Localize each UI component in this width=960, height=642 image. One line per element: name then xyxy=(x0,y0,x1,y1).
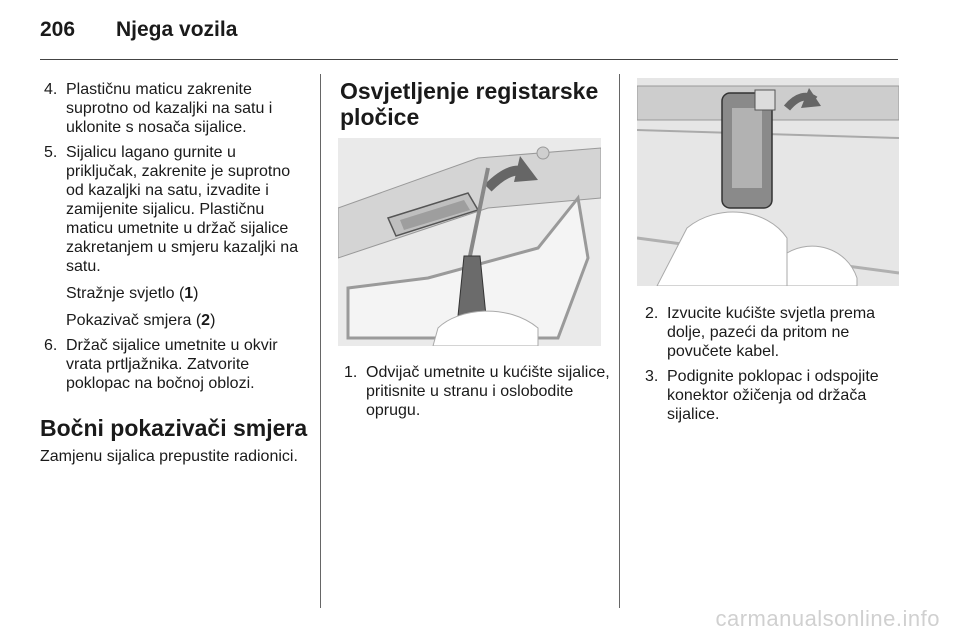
list-item xyxy=(40,80,308,137)
sub-number: 2 xyxy=(201,312,211,329)
steps-list-3 xyxy=(641,304,906,424)
steps-list-1 xyxy=(40,80,308,393)
illustration-screwdriver xyxy=(338,138,601,346)
item-text: Odvijač umetnite u kućište sijalice, pritisnite u stranu i oslobodite oprugu. xyxy=(366,364,610,419)
list-item xyxy=(340,363,610,420)
section-title: Osvjetljenje registarske pločice xyxy=(340,78,599,130)
figure-screwdriver xyxy=(338,138,601,346)
section-text: Zamjenu sijalica prepustite radionici. xyxy=(40,448,298,465)
column-1 xyxy=(40,80,308,466)
item-number: 5. xyxy=(44,144,58,161)
item-text: Izvucite kućište svjetla prema dolje, pazeći da pritom ne povučete kabel. xyxy=(667,305,876,360)
section-title: Bočni pokazivači smjera xyxy=(40,415,308,441)
item-number: 2. xyxy=(645,305,659,322)
sub-text: Pokazivač smjera ( xyxy=(66,312,202,329)
sub-turn-signal xyxy=(66,311,308,330)
item-number: 6. xyxy=(44,337,58,354)
sub-text: ) xyxy=(193,285,199,302)
item-text: Podignite poklopac i odspojite konektor ožičenja od držača sijalice. xyxy=(667,368,879,423)
sub-text: ) xyxy=(210,312,216,329)
item-number: 4. xyxy=(44,81,58,98)
item-text: Sijalicu lagano gurnite u priključak, zakrenite je suprotno od kazaljki na satu, izvadite i zamijenite sijalicu. Plastičnu maticu umetnite u držač sijalice zakretanjem u smjeru kazaljki na satu. xyxy=(66,144,299,275)
list-item xyxy=(40,336,308,393)
illustration-lamp-housing xyxy=(637,78,899,286)
item-number: 1. xyxy=(344,364,358,381)
page-number: 206 xyxy=(40,18,76,41)
sub-text: Stražnje svjetlo ( xyxy=(66,285,185,302)
item-text: Držač sijalice umetnite u okvir vrata prtljažnika. Zatvorite poklopac na bočnoj oblozi. xyxy=(66,337,278,392)
list-item xyxy=(40,143,308,330)
item-text: Plastičnu maticu zakrenite suprotno od kazaljki na satu i uklonite s nosača sijalice. xyxy=(66,81,273,136)
column-2-text xyxy=(340,363,610,426)
steps-list-2 xyxy=(340,363,610,420)
page-header xyxy=(40,18,237,42)
sub-number: 1 xyxy=(184,285,194,302)
header-rule xyxy=(40,59,898,60)
sub-tail-light xyxy=(66,284,308,303)
list-item xyxy=(641,304,906,361)
column-divider-1 xyxy=(320,74,321,608)
page-header-title: Njega vozila xyxy=(116,18,238,41)
watermark: carmanualsonline.info xyxy=(715,606,940,631)
list-item xyxy=(641,367,906,424)
column-divider-2 xyxy=(619,74,620,608)
figure-lamp-housing xyxy=(637,78,899,286)
column-2 xyxy=(340,78,605,130)
item-number: 3. xyxy=(645,368,659,385)
column-3-text xyxy=(641,304,906,430)
